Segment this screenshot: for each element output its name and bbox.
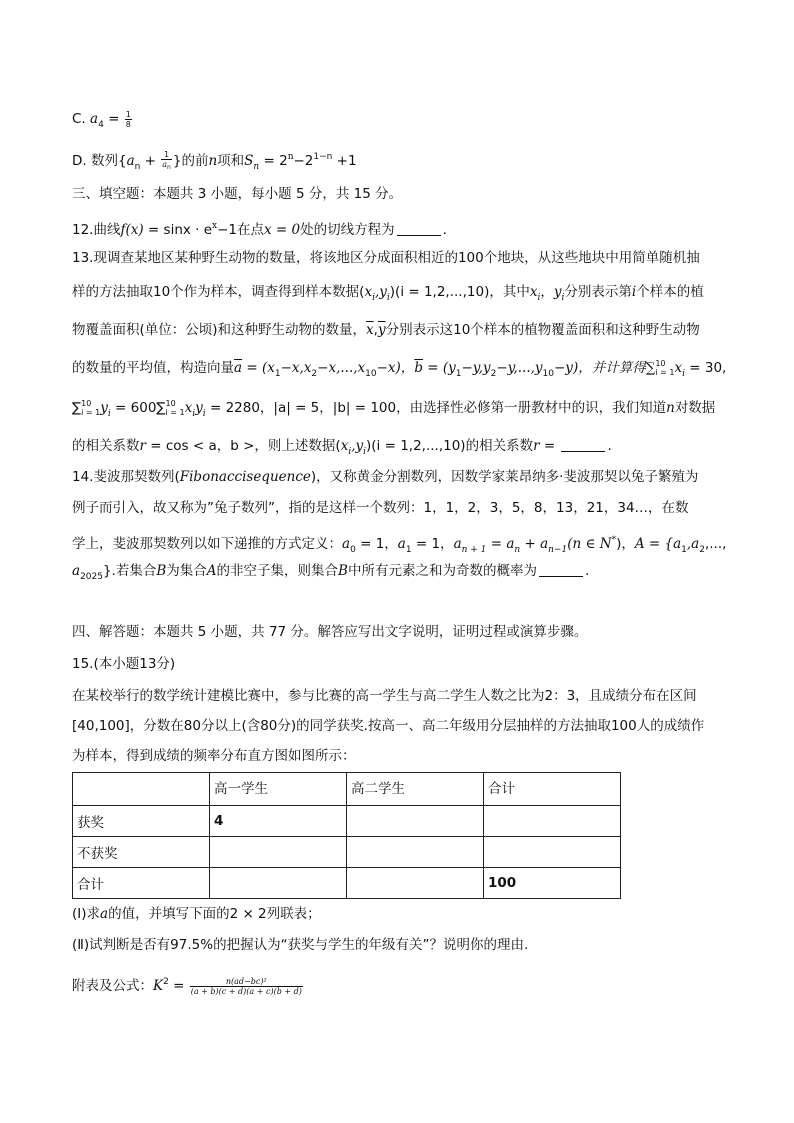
q15-line-3: 为样本，得到成绩的频率分布直方图如图所示： (72, 748, 356, 764)
q13-l6c: = cos < a，b >，则上述数据( (145, 438, 341, 454)
q15-p1b: a (100, 906, 109, 922)
section-3-title: 三、填空题：本题共 3 小题，每小题 5 分，共 15 分。 (72, 186, 403, 202)
q13-l2h-sub: i (561, 293, 565, 303)
table-cell: 100 (484, 868, 621, 899)
q13-l5b: 10 (81, 399, 92, 408)
q13-l4r: 10 (655, 359, 666, 368)
q12-fx: f(x) (120, 222, 144, 238)
q14-l3f: 1 (405, 545, 412, 555)
q13-l6b: r (139, 438, 146, 454)
q13-l4g: −x,...,x (317, 360, 366, 376)
option-c-sub: 4 (98, 120, 104, 130)
q13-l4l: 1 (455, 369, 462, 379)
q14-line-2: 例子而引入，故又称为”兔子数列”，指的是这样一个数列：1，1，2，3，5，8，13，21，34…，在数 (72, 500, 689, 516)
q13-l2c2: i (386, 293, 390, 303)
formula-k: K (153, 978, 164, 994)
q13-l5m: = 2280，|a| = 5，|b| = 100，由选择性必修第一册教材中的识，我们知道 (205, 400, 667, 416)
question-12 (72, 216, 447, 240)
q14-answer-blank (539, 564, 583, 577)
q14-l3m: n−1 (548, 545, 568, 555)
q15-p1a: (Ⅰ)求 (72, 906, 101, 922)
option-d-denominator (161, 160, 172, 172)
q14-l3g: = 1， (411, 536, 454, 552)
formula-denominator: (a + b)(c + d)(a + c)(b + d) (190, 986, 302, 996)
q13-l5c: i = 1 (81, 408, 101, 417)
q13-l6h: )(i = 1,2,...,10)的相关系数 (366, 438, 534, 454)
q13-l5-sum1-limits (81, 399, 100, 417)
q14-l3k: n (514, 545, 521, 555)
q14-l1a: 14.斐波那契数列( (72, 469, 180, 485)
option-d-eq: = 2 (259, 153, 288, 169)
q14-l1c: )，又称黄金分割数列，因数学家莱昂纳多·斐波那契以兔子繁殖为 (310, 469, 699, 485)
q13-l3a: 物覆盖面积(单位：公顷)和这种野生动物的数量， (72, 322, 367, 338)
table-header-cell: 合计 (484, 773, 621, 806)
q13-l6g: i (363, 447, 367, 457)
q13-l5k: y (195, 400, 203, 416)
q13-l5e: i (107, 409, 111, 419)
q13-l5a: ∑ (72, 400, 82, 416)
q13-l5-sum2-limits (166, 399, 185, 417)
q13-l5d: y (100, 400, 108, 416)
table-cell (347, 868, 484, 899)
table-cell: 获奖 (73, 806, 210, 837)
q14-l4f: A (206, 563, 217, 579)
q13-l6a: 的相关系数 (72, 438, 140, 454)
option-c-var: a (90, 111, 99, 127)
q14-l4i: 中所有元素之和为奇数的概率为 (347, 563, 537, 579)
q14-l4c: }.若集合 (102, 563, 157, 579)
q14-l3c: 0 (350, 545, 356, 555)
q13-l4q: −y)，并计算得∑ (554, 360, 656, 376)
option-d-mid2: 项和 (217, 153, 245, 169)
q14-l3q: A (634, 536, 645, 552)
q13-l2g: ， (540, 284, 554, 300)
option-d-a: a (126, 153, 135, 169)
formula-eq: = (168, 978, 189, 994)
table-header-cell: 高一学生 (210, 773, 347, 806)
option-d-exp2: 1−n (313, 152, 333, 162)
option-d-n: n (208, 153, 218, 169)
option-d-S-sub: n (253, 162, 260, 172)
option-d-tail: +1 (332, 153, 357, 169)
q13-l5l: i (202, 409, 206, 419)
q13-l5o: 对数据 (674, 400, 716, 416)
table-cell (484, 806, 621, 837)
q13-l4f: 2 (311, 369, 318, 379)
q13-l4-sum-limits (655, 359, 674, 377)
q14-l4a: a (72, 563, 81, 579)
q12-x0: x = 0 (264, 222, 301, 238)
q13-line-4 (72, 358, 726, 384)
option-c-numerator: 1 (125, 109, 131, 119)
option-d (72, 147, 357, 177)
option-c (72, 109, 133, 135)
q14-l3h: a (453, 536, 462, 552)
q13-l4d: 1 (274, 369, 281, 379)
q13-l4u: i (682, 369, 685, 379)
q14-l4e: 为集合 (166, 563, 207, 579)
q13-l4h: 10 (365, 369, 377, 379)
q12-end: . (442, 222, 447, 238)
q13-answer-blank (561, 439, 605, 452)
q12-answer-blank (397, 223, 441, 236)
table-cell (210, 868, 347, 899)
q13-line-1: 13.现调查某地区某种野生动物的数量，将该地区分成面积相近的100个地块，从这些地块中用简单随机抽 (72, 250, 700, 266)
q13-l5n: n (666, 400, 675, 416)
q13-l5j: i (192, 409, 196, 419)
q15-line-1: 在某校举行的数学统计建模比赛中，参与比赛的高一学生与高二学生人数之比为2：3，且成绩分布在区间 (72, 688, 697, 704)
q13-l5h: i = 1 (165, 408, 185, 417)
option-d-sub-n: n (134, 162, 141, 172)
option-d-mid: }的前 (172, 153, 209, 169)
option-d-numerator: 1 (161, 150, 172, 160)
q13-l4j: $\overline{b}$ (414, 360, 423, 376)
q13-line-5 (72, 398, 715, 424)
q13-l3b: $\overline{x}$ (366, 322, 374, 338)
option-c-eq: = (103, 111, 124, 127)
q13-l4p: 10 (542, 369, 554, 379)
q12-pre: 12.曲线 (72, 222, 121, 238)
option-c-fraction (125, 110, 132, 129)
formula-exp: 2 (163, 977, 169, 987)
q12-tail: 处的切线方程为 (300, 222, 395, 238)
q14-line-4 (72, 561, 589, 587)
q13-l6e: i (348, 447, 352, 457)
option-d-minus: −2 (293, 153, 314, 169)
q13-l4m: −y,y (461, 360, 491, 376)
q13-l5i: x (184, 400, 193, 416)
table-row (73, 868, 621, 899)
contingency-table (72, 772, 621, 899)
q13-l2f: x (529, 284, 538, 300)
q15-part-2: (Ⅱ)试判断是否有97.5%的把握认为“获奖与学生的年级有关”？说明你的理由. (72, 937, 529, 953)
option-d-label: D. 数列{ (72, 153, 127, 169)
q13-l2j: i (631, 284, 637, 300)
table-cell (210, 837, 347, 868)
q14-l3p: )， (616, 536, 635, 552)
q12-exp: x (212, 221, 218, 231)
q14-l3i: n + 1 (461, 545, 487, 555)
q14-l3d: = 1， (355, 536, 398, 552)
q15-p1c: 的值，并填写下面的2 × 2列联表； (108, 906, 321, 922)
q13-l6f: ,y (351, 438, 364, 454)
q13-line-3 (72, 320, 700, 340)
q14-l4h: B (338, 563, 348, 579)
q13-l2c: i (372, 293, 375, 303)
q13-l2f-sub: i (537, 293, 541, 303)
q13-l3d: $\overline{y}$ (377, 322, 386, 338)
q14-l3e: a (397, 536, 406, 552)
q13-l2d: ,y (374, 284, 387, 300)
option-c-denominator: 8 (125, 119, 131, 129)
option-d-den-sub: n (167, 164, 171, 171)
q14-l3u: 2 (699, 545, 705, 555)
q15-line-2: [40,100]，分数在80分以上(含80分)的同学获奖.按高一、高二年级用分层抽样的方法抽取100人的成绩作 (72, 718, 705, 734)
q15-formula (72, 972, 304, 996)
q14-l4d: B (156, 563, 167, 579)
table-header-cell (73, 773, 210, 806)
option-d-den-var: a (162, 160, 168, 169)
q13-l4i: −x)， (376, 360, 415, 376)
table-header-row (73, 773, 621, 806)
q13-line-6 (72, 436, 612, 462)
q13-l4n: 2 (490, 369, 497, 379)
table-cell (347, 837, 484, 868)
section-4-title: 四、解答题：本题共 5 小题，共 77 分。解答应写出文字说明，证明过程或演算步骤。 (72, 624, 588, 640)
formula-label: 附表及公式： (72, 978, 153, 994)
q14-l4g: 的非空子集，则集合 (216, 563, 339, 579)
q14-l4j: . (584, 563, 590, 579)
q13-l6i: r (533, 438, 540, 454)
option-d-plus: + (140, 153, 161, 169)
q13-line-2 (72, 282, 704, 308)
q14-l3a: 学上，斐波那契数列以如下递推的方式定义： (72, 536, 342, 552)
q14-l3t: ,a (686, 536, 700, 552)
table-cell: 不获奖 (73, 837, 210, 868)
table-cell: 合计 (73, 868, 210, 899)
formula-numerator: n(ad−bc)² (190, 977, 303, 987)
q13-l4c: = (x (242, 360, 275, 376)
q14-l1b: Fibonaccisequence (179, 469, 311, 485)
q13-l4e: −x,x (280, 360, 312, 376)
q13-l2h: y (553, 284, 562, 300)
q14-l4b: 2025 (80, 572, 103, 582)
q15-part-1 (72, 904, 321, 924)
q13-l6j: = (539, 438, 560, 454)
option-d-S: S (244, 153, 254, 169)
q13-l4t: x (674, 360, 683, 376)
table-cell: 4 (210, 806, 347, 837)
q13-l4a: 的数量的平均值，构造向量 (72, 360, 234, 376)
q13-l4v: = 30, (684, 360, 727, 376)
q14-l3b: a (342, 536, 351, 552)
q13-l2k: 个样本的植 (636, 284, 704, 300)
q13-l5f: = 600∑ (110, 400, 166, 416)
q14-l3r: = {a (644, 536, 682, 552)
q12-eq: = sinx · e (143, 222, 213, 238)
q14-line-3 (72, 530, 726, 560)
q14-l3j: = a (486, 536, 515, 552)
q13-l4k: = (y (422, 360, 456, 376)
q15-header: 15.(本小题13分) (72, 656, 176, 672)
q14-l3s: 1 (681, 545, 687, 555)
q14-l3n: (n ∈ N (567, 536, 612, 552)
q13-l4o: −y,...,y (496, 360, 543, 376)
option-d-fraction (161, 150, 172, 172)
q13-l6k: . (607, 438, 612, 454)
q13-l3c: , (373, 322, 378, 338)
q14-line-1 (72, 467, 698, 487)
table-cell (484, 837, 621, 868)
formula-fraction (190, 977, 303, 996)
q13-l2a: 样的方法抽取10个作为样本，调查得到样本数据( (72, 284, 365, 300)
table-header-cell: 高二学生 (347, 773, 484, 806)
table-row (73, 837, 621, 868)
q13-l6d: x (340, 438, 349, 454)
q14-l3v: ,..., (704, 536, 727, 552)
q13-l5g: 10 (165, 399, 176, 408)
q13-l2b: x (364, 284, 373, 300)
q13-l3e: 分别表示这10个样本的植物覆盖面积和这种野生动物 (385, 322, 700, 338)
q14-l3o: * (611, 535, 617, 545)
table-row (73, 806, 621, 837)
q13-l2e: )(i = 1,2,...,10)，其中 (389, 284, 530, 300)
table-cell (347, 806, 484, 837)
q13-l4b: $\overline{a}$ (234, 360, 243, 376)
q14-l3l: + a (520, 536, 549, 552)
option-c-label: C. (72, 111, 91, 127)
q12-rest: −1在点 (217, 222, 265, 238)
option-d-exp1: n (287, 152, 294, 162)
q13-l4s: i = 1 (655, 368, 675, 377)
q13-l2i: 分别表示第 (564, 284, 632, 300)
